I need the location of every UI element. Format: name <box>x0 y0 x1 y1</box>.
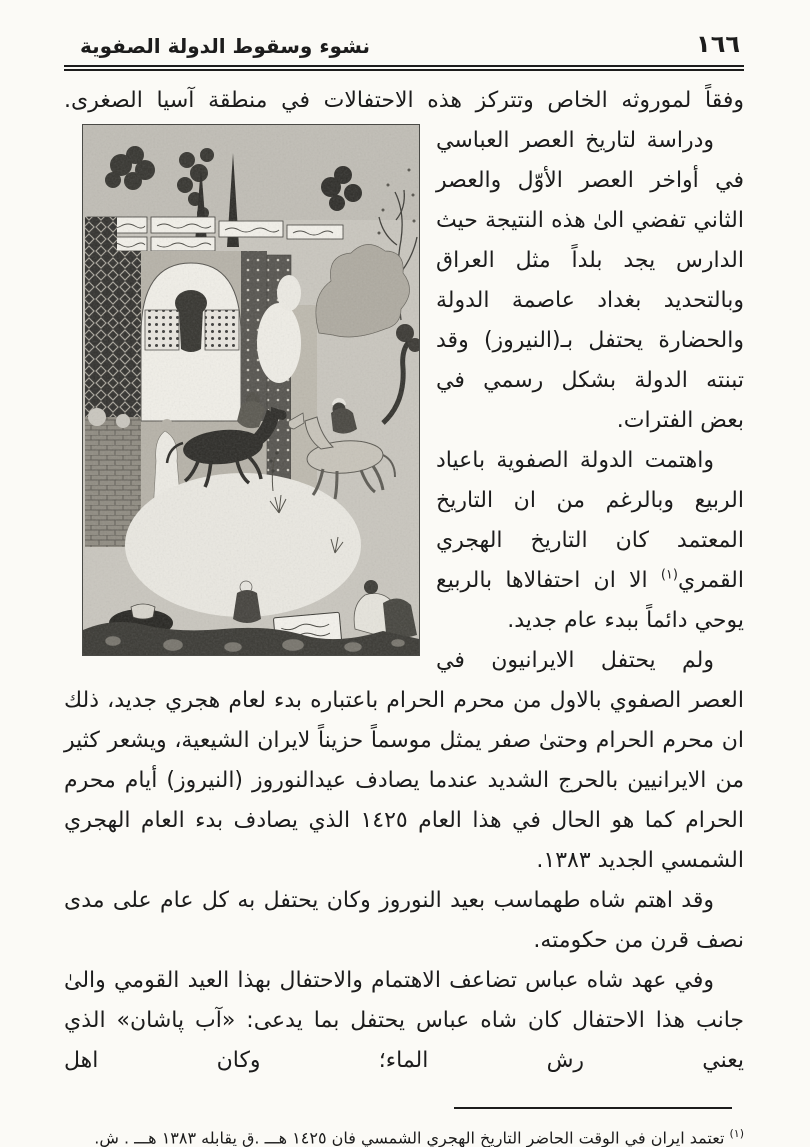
persian-miniature-image <box>83 125 419 655</box>
footnote-line <box>64 1121 744 1147</box>
running-title: نشوء وسقوط الدولة الصفوية <box>80 34 370 58</box>
footnote-area <box>64 1107 744 1147</box>
paragraph-3-text: واهتمت الدولة الصفوية باعياد الربيع وبالرغم من ان التاريخ المعتمد كان التاريخ الهجري القمري <box>436 448 744 593</box>
paragraph-2: ودراسة لتاريخ العصر العباسي في أواخر العصر الأوّل والعصر الثاني تفضي الىٰ هذه النتيجة حيث الدارس يجد بلداً مثل العراق وبالتحديد بغداد عاصمة الدولة والحضارة يحتفل بـ(النيروز) وقد تبنته الدولة بشكل رسمي في بعض الفترات. <box>436 128 744 433</box>
paragraph-1: وفقاً لموروثه الخاص وتتركز هذه الاحتفالات في منطقة آسيا الصغرى. <box>64 88 744 113</box>
scan-grain <box>83 125 419 655</box>
paragraph-5: وقد اهتم شاه طهماسب بعيد النوروز وكان يحتفل به كل عام على مدى نصف قرن من حكومته. <box>64 888 744 953</box>
body-text <box>64 81 744 1081</box>
page-number: ١٦٦ <box>696 30 740 58</box>
footnote-marker: (١) <box>729 1127 744 1140</box>
header-rule <box>64 65 744 71</box>
paragraph-6: وفي عهد شاه عباس تضاعف الاهتمام والاحتفال بهذا العيد القومي والىٰ جانب هذا الاحتفال كان شاه عباس يحتفل بما يدعى: «آب پاشان» الذي يعني رش الماء؛ وكان اهل <box>64 968 744 1073</box>
footnote-text: تعتمد ايران في الوقت الحاضر التاريخ الهجري الشمسي فان ١٤٢٥ هـــ .ق يقابله ١٣٨٣ هـــ . ش. <box>94 1128 725 1147</box>
page-header <box>64 26 744 58</box>
footnote-rule <box>454 1107 732 1109</box>
paragraph-4: ولم يحتفل الايرانيون في العصر الصفوي بالاول من محرم الحرام باعتباره بدء لعام هجري جديد، ذلك ان محرم الحرام وحتىٰ صفر يمثل موسماً حزيناً لايران الشيعية، ويشعر كثير من الايرانيين بالحرج الشديد عندما يصادف عيدالنوروز (النيروز) أيام محرم الحرام كما هو الحال في هذا العام ١٤٢٥ الذي يصادف بدء العام الهجري الشمسي الجديد ١٣٨٣. <box>64 648 744 873</box>
persian-miniature-figure <box>82 124 420 656</box>
footnote-reference: (١) <box>660 567 678 583</box>
paragraph-3-text-cont: الا ان احتفالاها بالربيع يوحي دائماً ببدء عام جديد. <box>436 568 744 633</box>
